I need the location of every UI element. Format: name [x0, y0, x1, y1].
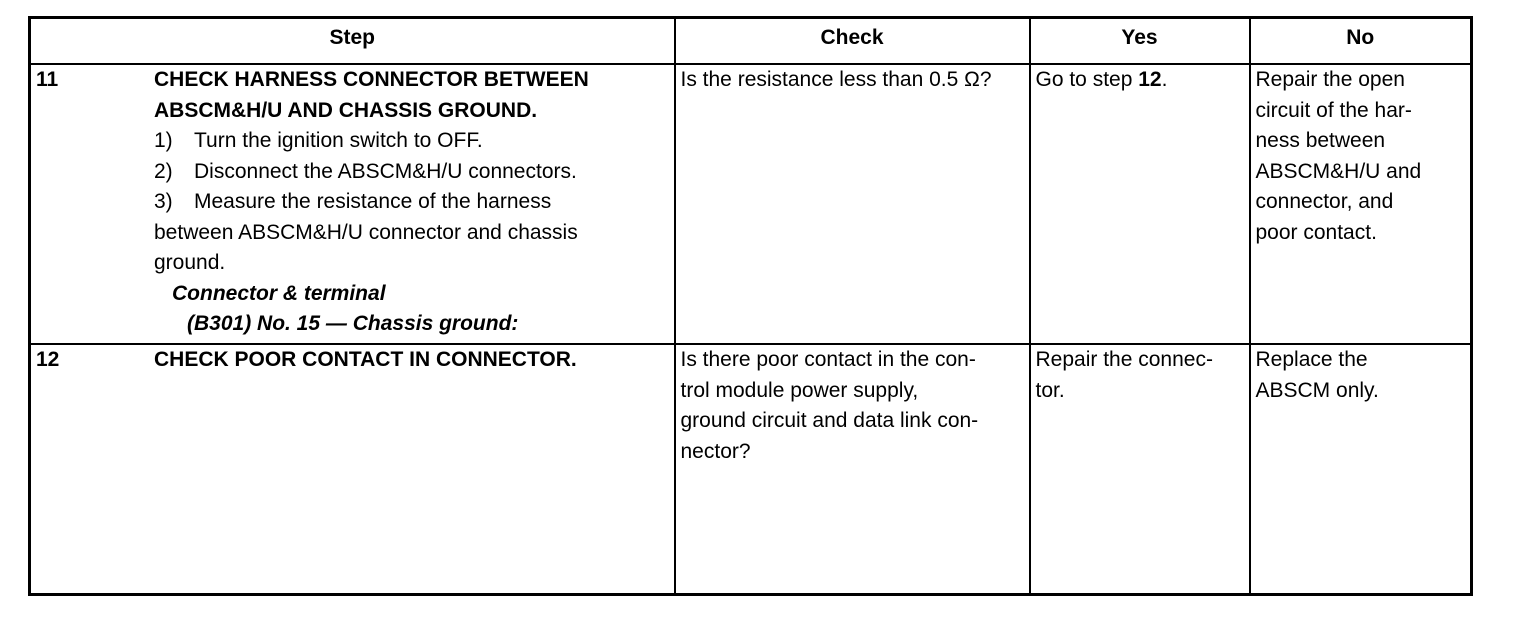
- step-title-line: ABSCM&H/U AND CHASSIS GROUND.: [154, 98, 538, 122]
- no-line: ABSCM only.: [1255, 378, 1379, 402]
- step-title-line: CHECK POOR CONTACT IN CONNECTOR.: [154, 348, 577, 371]
- yes-cell: [1030, 344, 1250, 595]
- header-no: No: [1250, 18, 1472, 65]
- no-line: Replace the: [1255, 348, 1368, 371]
- step-number: 12: [36, 348, 60, 371]
- substep-continuation: ground.: [154, 251, 226, 274]
- substep: 1) Turn the ignition switch to OFF.: [154, 129, 483, 152]
- check-cell: [675, 64, 1030, 344]
- no-line: circuit of the har-: [1255, 98, 1412, 122]
- diagnostic-table: [28, 16, 1473, 596]
- check-line: Is there poor contact in the con-: [680, 348, 976, 371]
- no-cell: [1250, 64, 1472, 344]
- yes-step-ref: 12: [1138, 68, 1162, 91]
- step-number: 11: [36, 68, 59, 91]
- substep-continuation: between ABSCM&H/U connector and chassis: [154, 220, 578, 244]
- no-line: ABSCM&H/U and: [1255, 159, 1422, 183]
- check-text: Is the resistance less than 0.5 Ω?: [680, 68, 992, 91]
- step-cell: [30, 64, 675, 344]
- substep: 2) Disconnect the ABSCM&H/U connectors.: [154, 159, 577, 183]
- table-row: [30, 64, 1472, 344]
- no-line: Repair the open: [1255, 68, 1405, 91]
- yes-cell: Go to step 12.: [1030, 64, 1250, 344]
- header-yes: Yes: [1030, 18, 1250, 65]
- substep: 3) Measure the resistance of the harness: [154, 190, 552, 213]
- step-cell: [30, 344, 675, 595]
- step-content: [154, 345, 669, 376]
- no-line: connector, and: [1255, 190, 1394, 213]
- yes-line: Repair the connec-: [1035, 348, 1213, 371]
- table-row: [30, 344, 1472, 595]
- connector-label: Connector & terminal: [172, 281, 386, 305]
- no-line: poor contact.: [1255, 220, 1377, 244]
- check-cell: [675, 344, 1030, 595]
- yes-line: tor.: [1035, 378, 1065, 402]
- step-title-line: CHECK HARNESS CONNECTOR BETWEEN: [154, 68, 589, 91]
- step-content: [154, 65, 669, 340]
- table-header-row: [30, 18, 1472, 65]
- no-cell: [1250, 344, 1472, 595]
- check-line: ground circuit and data link con-: [680, 409, 979, 432]
- yes-text: Go to step: [1035, 68, 1139, 91]
- check-line: trol module power supply,: [680, 378, 919, 402]
- connector-value: (B301) No. 15 — Chassis ground:: [187, 312, 519, 335]
- no-line: ness between: [1255, 129, 1386, 152]
- header-check: Check: [675, 18, 1030, 65]
- header-step: Step: [30, 18, 675, 65]
- check-line: nector?: [680, 439, 751, 463]
